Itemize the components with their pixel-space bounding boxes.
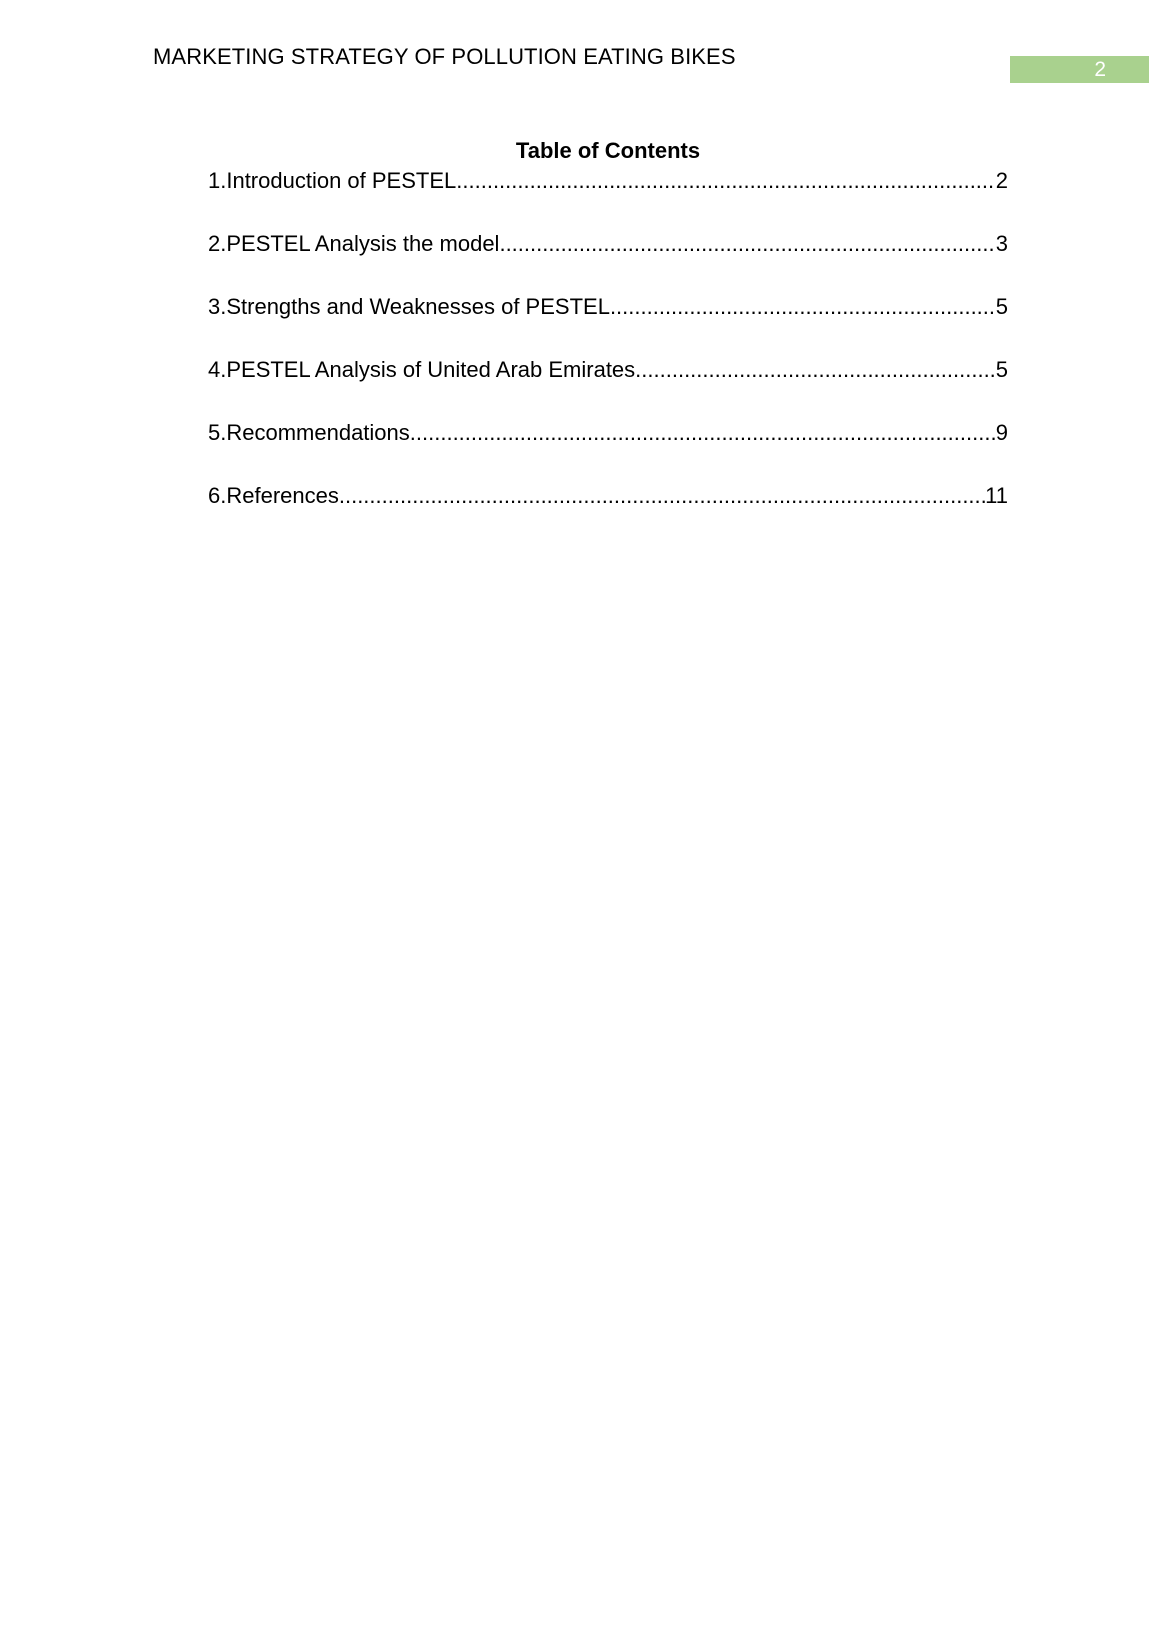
toc-leader-dots (635, 357, 996, 383)
toc-entry-page: 3 (995, 231, 1008, 256)
toc-entry-pestel-model[interactable] (208, 231, 1008, 294)
toc-heading: Table of Contents (515, 138, 701, 163)
toc-entry-page: 9 (995, 420, 1008, 445)
toc-leader-dots (410, 420, 996, 446)
toc-entry-label: 1.Introduction of PESTEL (208, 168, 457, 193)
toc-leader-dots (499, 231, 995, 257)
toc-entry-label: 4.PESTEL Analysis of United Arab Emirates (208, 357, 636, 382)
toc-entry-page: 5 (995, 357, 1008, 382)
toc-entry-page: 11 (985, 483, 1008, 508)
toc-entry-strengths-weaknesses[interactable] (208, 294, 1008, 357)
toc-leader-dots (339, 483, 985, 509)
toc-entry-label: 3.Strengths and Weaknesses of PESTEL (208, 294, 610, 319)
toc-entry-recommendations[interactable] (208, 420, 1008, 483)
toc-entry-label: 2.PESTEL Analysis the model (208, 231, 500, 256)
toc-leader-dots (456, 168, 995, 194)
toc-entry-label: 5.Recommendations (208, 420, 410, 445)
toc-leader-dots (610, 294, 996, 320)
toc-entry-introduction[interactable] (208, 168, 1008, 231)
toc-entry-label: 6.References (208, 483, 339, 508)
page-number-badge: 2 (1010, 56, 1149, 83)
toc-entry-uae-analysis[interactable] (208, 357, 1008, 420)
running-header-title: MARKETING STRATEGY OF POLLUTION EATING BIKES (153, 44, 736, 69)
table-of-contents (208, 168, 1008, 546)
toc-entry-page: 2 (995, 168, 1008, 193)
toc-entry-references[interactable] (208, 483, 1008, 546)
toc-entry-page: 5 (995, 294, 1008, 319)
